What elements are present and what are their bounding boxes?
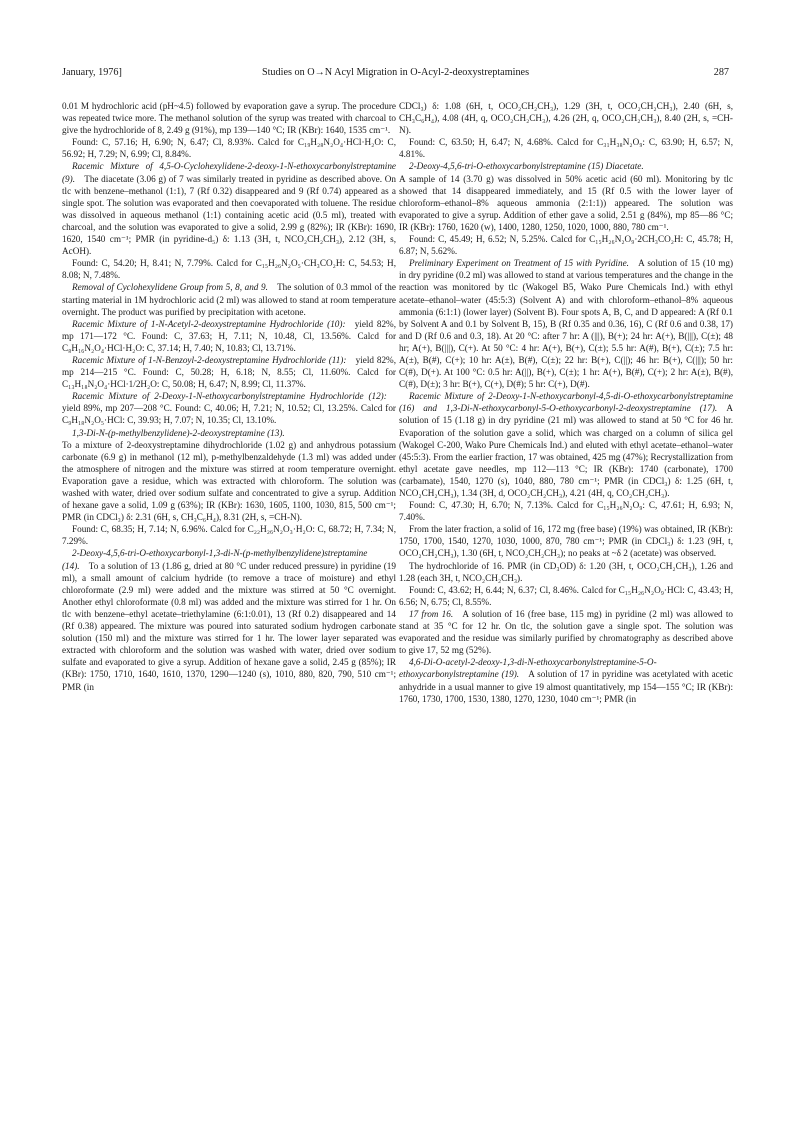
section-heading: Racemic Mixture of 1-N-Benzoyl-2-deoxystreptamine Hydrochloride (11): <box>72 354 347 365</box>
section-heading: 4,6-Di-O-acetyl-2-deoxy-1,3-di-N-ethoxycarbonylstreptamine-5-O-ethoxycarbonylstreptamine (19). <box>399 657 657 680</box>
paragraph-continuation: A sample of 14 (3.70 g) was dissolved in 50% acetic acid (60 ml). Monitoring by tlc showed that 14 disappeared immediately, and 15 (Rf 0.5 with the lower layer of chloroform–ethanol–8% aqueous ammonia (2:1:1)) appeared. The solution was evaporated to give a syrup. Addition of ether gave a solid, 2.51 g (84%), mp 85—86 °C; IR (KBr): 1760, 1620 (w), 1400, 1280, 1250, 1020, 1000, 880, 780 cm⁻¹. <box>399 173 733 232</box>
section-paragraph <box>62 427 396 439</box>
section-body: A solution of 15 (10 mg) in dry pyridine (0.2 ml) was allowed to stand at various temperatures and the change in the reaction was monitored by tlc (Wakogel B5, Wako Pure Chemicals Ind.) with ethyl acetate–ethanol–water (45:5:3) (Solvent A) and with chloroform–ethanol–8% aqueous ammonia (6:1:1) (lower layer) (Solvent B). Four spots A, B, C, and D appeared: A (Rf 0.1 by Solvent A and 0.1 by Solvent B, 15), B (Rf 0.35 and 0.36, 16), C (Rf 0.6 and 0.38, 17) and D (Rf 0.6 and 0.3, 18). At 20 °C: after 7 hr: A (|||), B(+); 24 hr: A(+), B(|||), C(±); 48 hr; A(+), B(|||), C(+). At 50 °C: 4 hr: A(+), B(+), C(±); 5.5 hr: A(#), B(+), C(±); 7.5 hr: A(±), B(#), C(+); 10 hr: A(±), B(#), C(±); 22 hr: B(+), C(||); 46 hr: B(+), C(|||); 50 hr: C(#), D(+). At 100 °C: 0.5 hr: A(||), B(+), C(±); 1 hr: A(+), B(#), C(+); 2 hr: A(±), B(#), C(#), D(±); 3 hr: B(+), C(+), D(#); 5 hr: C(+), D(#). <box>399 258 734 390</box>
paragraph: Found: C, 43.62; H, 6.44; N, 6.37; Cl, 8.46%. Calcd for C₁₅H₂₆N₂O₉·HCl: C, 43.43; H, 6.56; N, 6.75; Cl, 8.55%. <box>399 584 733 607</box>
section-paragraph <box>62 318 396 354</box>
paragraph: The hydrochloride of 16. PMR (in CD₃OD) δ: 1.20 (3H, t, OCO₂CH₂CH₃), 1.26 and 1.28 (each 3H, t, NCO₂CH₂CH₃). <box>399 560 733 583</box>
section-paragraph <box>62 547 396 692</box>
section-paragraph <box>399 608 733 656</box>
section-heading: Racemic Mixture of 2-Deoxy-1-N-ethoxycarbonyl-4,5-di-O-ethoxycarbonylstreptamine (16) and 1,3-Di-N-ethoxycarbonyl-5-O-ethoxycarbonyl-2-deoxystreptamine (17). <box>399 391 733 414</box>
section-paragraph <box>399 656 733 704</box>
page-number: 287 <box>713 67 729 78</box>
section-body: yield 82%, mp 214—215 °C. Found: C, 50.28; H, 6.18; N, 8.55; Cl, 11.60%. Calcd for C₁₃H₁₈N₂O₄·HCl·1/2H₂O: C, 50.08; H, 6.47; N, 8.99; Cl, 11.37%. <box>62 354 396 390</box>
paragraph: Found: C, 68.35; H, 7.14; N, 6.96%. Calcd for C₂₂H₂₆N₂O₃·H₂O: C, 68.72; H, 7.34; N, 7.29%. <box>62 524 396 547</box>
paragraph: From the later fraction, a solid of 16, 172 mg (free base) (19%) was obtained, IR (KBr): 1750, 1700, 1540, 1270, 1030, 1000, 870, 780 cm⁻¹; PMR (in CDCl₃) δ: 1.23 (9H, t, OCO₂CH₂CH₃), 1.30 (6H, t, NCO₂CH₂CH₃); no peaks at ~δ 2 (acetate) was observed. <box>399 524 733 559</box>
paragraph-continuation: CDCl₃) δ: 1.08 (6H, t, OCO₂CH₂CH₃), 1.29 (3H, t, OCO₂CH₂CH₃), 2.40 (6H, s, CH₃C₆H₄), 4.08 (4H, q, OCO₂CH₂CH₃), 4.26 (2H, q, OCO₂CH₂CH₃), 8.40 (2H, s, =CH-N). <box>399 101 733 136</box>
section-paragraph <box>62 281 396 317</box>
section-paragraph <box>62 354 396 390</box>
section-heading: 1,3-Di-N-(p-methylbenzylidene)-2-deoxystreptamine (13). <box>72 427 285 438</box>
section-paragraph <box>399 390 733 499</box>
header-title: Studies on O→N Acyl Migration in O-Acyl-2-deoxystreptamines <box>261 67 530 78</box>
section-body: A solution of 15 (1.18 g) in dry pyridine (21 ml) was allowed to stand at 50 °C for 46 hr. Evaporation of the solution gave a solid, which was charged on a column of silica gel (Wakogel C-200, Wako Pure Chemicals Ind.) and eluted with ethyl acetate–ethanol–water (45:5:3). From the earlier fraction, 17 was obtained, 425 mg (47%); Recrystallization from ethyl acetate gave needles, mp 112—113 °C; IR (KBr): 1740 (carbonate), 1700 (carbamate), 1540, 1270 (s), 1040, 880, 780 cm⁻¹; PMR (in CDCl₃) δ: 1.25 (6H, t, NCO₂CH₂CH₃), 1.34 (3H, d, OCO₂CH₂CH₃), 4.21 (4H, q, CO₂CH₂CH₃). <box>399 403 733 498</box>
paragraph-continuation: To a mixture of 2-deoxystreptamine dihydrochloride (1.02 g) and anhydrous potassium carbonate (6.9 g) in methanol (12 ml), p-methylbenzaldehyde (1.3 ml) was added under the atmosphere of nitrogen and the mixture was stirred at room temperature overnight. Evaporation gave a residue, which was extracted with chloroform. The solution was washed with water, dried over sodium sulfate and concentrated to give a syrup. Addition of hexane gave a solid, 1.09 g (63%); IR (KBr): 1630, 1605, 1100, 1030, 815, 500 cm⁻¹; PMR (in CDCl₃) δ: 2.31 (6H, s, CH₃C₆H₄), 8.31 (2H, s, =CH-N). <box>62 439 396 523</box>
section-heading: 2-Deoxy-4,5,6-tri-O-ethoxycarbonyl-1,3-di-N-(p-methylbenzylidene)streptamine (14). <box>62 548 368 571</box>
section-heading: 2-Deoxy-4,5,6-tri-O-ethoxycarbonylstreptamine (15) Diacetate. <box>409 161 644 172</box>
running-header <box>62 66 729 82</box>
paragraph-continuation: 0.01 M hydrochloric acid (pH~4.5) followed by evaporation gave a syrup. The procedure was repeated twice more. The methanol solution of the syrup was treated with charcoal to give the hydrochloride of 8, 2.49 g (91%), mp 139—140 °C; IR (KBr): 1640, 1535 cm⁻¹. <box>62 101 396 136</box>
right-column <box>399 100 733 705</box>
section-body: The diacetate (3.06 g) of 7 was similarly treated in pyridine as described above. On tlc with benzene–methanol (1:1), 7 (Rf 0.32) disappeared and 9 (Rf 0.74) appeared as a single spot. The solution was evaporated and then coevaporated with toluene. The residue was dissolved in aqueous methanol (1:1) containing acetic acid (0.5 ml), treated with charcoal, and the solution was evaporated to give a solid, 2.99 g (82%); IR (KBr): 1690, 1620, 1540 cm⁻¹; PMR (in pyridine-d₅) δ: 1.13 (3H, t, NCO₂CH₂CH₃), 2.12 (3H, s, AcOH). <box>62 173 396 257</box>
header-date: January, 1976] <box>62 67 122 78</box>
section-heading: Racemic Mixture of 4,5-O-Cyclohexylidene-2-deoxy-1-N-ethoxycarbonylstreptamine (9). <box>62 161 396 184</box>
paragraph: Found: C, 57.16; H, 6.90; N, 6.47; Cl, 8.93%. Calcd for C₁₉H₂₈N₂O₄·HCl·H₂O: C, 56.92; H, 7.29; N, 6.99; Cl, 8.84%. <box>62 137 396 160</box>
section-heading: Racemic Mixture of 2-Deoxy-1-N-ethoxycarbonylstreptamine Hydrochloride (12): <box>72 391 387 402</box>
paragraph: Found: C, 63.50; H, 6.47; N, 4.68%. Calcd for C₃₁H₃₈N₂O₉: C, 63.90; H, 6.57; N, 4.81%. <box>399 137 733 160</box>
paragraph: Found: C, 54.20; H, 8.41; N, 7.79%. Calcd for C₁₅H₂₆N₂O₅·CH₃CO₂H: C, 54.53; H, 8.08; N, 7.48%. <box>62 258 396 281</box>
section-body: The solution of 0.3 mmol of the starting material in 1M hydrochloric acid (2 ml) was allowed to stand at room temperature overnight. The product was purified by precipitation with acetone. <box>62 282 396 317</box>
left-column <box>62 100 396 693</box>
section-paragraph <box>399 160 733 172</box>
section-heading: Racemic Mixture of 1-N-Acetyl-2-deoxystreptamine Hydrochloride (10): <box>72 318 346 329</box>
section-body: To a solution of 13 (1.86 g, dried at 80 °C under reduced pressure) in pyridine (19 ml), a small amount of calcium hydride (to remove a trace of moisture) and ethyl chloroformate (2.9 ml) were added and the mixture was stirred at 50 °C overnight. Another ethyl chloroformate (0.8 ml) was added and the mixture was stirred for 1 hr. On tlc with benzene–ethyl acetate–triethylamine (6:1:0.01), 13 (Rf 0.2) disappeared and 14 (Rf 0.38) appeared. The mixture was poured into saturated sodium hydrogen carbonate solution (150 ml) and the mixture was stirred for 1 hr. The lower layer separated was extracted with chloroform and the solution was washed with water, dried over sodium sulfate and evaporated to give a syrup. Addition of hexane gave a solid, 2.45 g (85%); IR (KBr): 1750, 1710, 1640, 1610, 1370, 1290—1240 (s), 1010, 880, 820, 790, 510 cm⁻¹; PMR (in <box>62 560 396 692</box>
section-heading: Removal of Cyclohexylidene Group from 5, 8, and 9. <box>72 282 268 293</box>
section-body: A solution of 16 (free base, 115 mg) in pyridine (2 ml) was allowed to stand at 35 °C for 12 hr. On tlc, the solution gave a single spot. The solution was evaporated and the residue was similarly purified by chromatography as described above to give 17, 52 mg (52%). <box>399 608 734 656</box>
section-paragraph <box>399 257 733 390</box>
section-paragraph <box>62 390 396 426</box>
paragraph: Found: C, 45.49; H, 6.52; N, 5.25%. Calcd for C₁₅H₂₆N₂O₉·2CH₃CO₂H: C, 45.78; H, 6.87; N, 5.62%. <box>399 234 733 257</box>
section-body: A solution of 17 in pyridine was acetylated with acetic anhydride in a usual manner to give 19 almost quantitatively, mp 154—155 °C; IR (KBr): 1760, 1730, 1700, 1530, 1380, 1270, 1230, 1040 cm⁻¹; PMR (in <box>399 669 733 704</box>
section-heading: Preliminary Experiment on Treatment of 15 with Pyridine. <box>409 258 629 269</box>
section-heading: 17 from 16. <box>409 608 454 619</box>
section-paragraph <box>62 160 396 257</box>
section-body: yield 89%, mp 207—208 °C. Found: C, 40.06; H, 7.21; N, 10.52; Cl, 13.25%. Calcd for C₉H₁₈N₂O₅·HCl: C, 39.93; H, 7.07; N, 10.35; Cl, 13.10%. <box>62 391 396 426</box>
section-body: yield 82%, mp 171—172 °C. Found: C, 37.63; H, 7.11; N, 10.48, Cl, 13.56%. Calcd for C₈H₁₆N₂O₄·HCl·H₂O: C, 37.14; H, 7.40; N, 10.83; Cl, 13.71%. <box>62 318 396 353</box>
paragraph: Found: C, 47.30; H, 6.70; N, 7.13%. Calcd for C₁₅H₂₆N₂O₉: C, 47.61; H, 6.93; N, 7.40%. <box>399 500 733 523</box>
